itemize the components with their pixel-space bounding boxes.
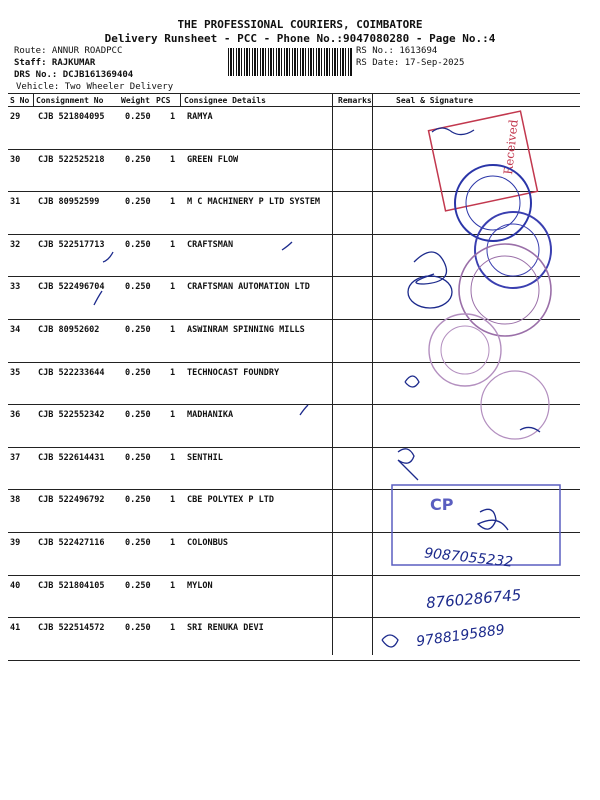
row-weight: 0.250 bbox=[125, 580, 151, 591]
row-pcs: 1 bbox=[170, 538, 176, 548]
row-consignee: SRI RENUKA DEVI bbox=[187, 623, 264, 634]
row-consignment-no: CJB 522614431 bbox=[38, 452, 105, 463]
row-weight: 0.250 bbox=[125, 367, 151, 378]
row-pcs: 1 bbox=[170, 410, 176, 421]
row-weight: 0.250 bbox=[125, 538, 151, 548]
row-consignee: SENTHIL bbox=[187, 452, 223, 463]
col-remarks: Remarks bbox=[338, 96, 372, 105]
row-pcs: 1 bbox=[170, 239, 176, 250]
col-consignee: Consignee Details bbox=[184, 96, 266, 105]
row-consignment-no: CJB 522514572 bbox=[38, 623, 105, 634]
col-weight: Weight bbox=[121, 96, 150, 105]
vehicle-text: Vehicle: Two Wheeler Delivery bbox=[16, 82, 174, 92]
row-pcs: 1 bbox=[170, 282, 176, 293]
row-sno: 30 bbox=[10, 154, 21, 165]
row-consignment-no: CJB 522496704 bbox=[38, 282, 105, 293]
row-pcs: 1 bbox=[170, 112, 176, 122]
row-weight: 0.250 bbox=[125, 452, 151, 463]
row-sno: 34 bbox=[10, 325, 21, 335]
seal-violet bbox=[459, 244, 551, 336]
row-pcs: 1 bbox=[170, 154, 176, 165]
row-sno: 39 bbox=[10, 538, 21, 548]
col-sno: S No bbox=[10, 96, 30, 105]
signature-marks bbox=[94, 128, 540, 647]
stamp-cp-text: CP bbox=[430, 495, 454, 514]
row-weight: 0.250 bbox=[125, 325, 151, 335]
row-consignee: COLONBUS bbox=[187, 538, 228, 548]
stamp-received-text: Received bbox=[501, 118, 521, 176]
received-stamp bbox=[429, 111, 538, 211]
row-pcs: 1 bbox=[170, 325, 176, 335]
row-weight: 0.250 bbox=[125, 197, 151, 208]
row-consignee: CRAFTSMAN AUTOMATION LTD bbox=[187, 282, 310, 293]
row-sno: 31 bbox=[10, 197, 21, 208]
row-consignment-no: CJB 522427116 bbox=[38, 538, 105, 548]
row-pcs: 1 bbox=[170, 623, 176, 634]
row-sno: 29 bbox=[10, 112, 21, 122]
row-pcs: 1 bbox=[170, 452, 176, 463]
route-text: Route: ANNUR ROADPCC bbox=[14, 46, 123, 56]
row-weight: 0.250 bbox=[125, 495, 151, 506]
row-consignee: MYLON bbox=[187, 580, 213, 591]
col-pcs: PCS bbox=[156, 96, 171, 105]
row-sno: 40 bbox=[10, 580, 21, 591]
row-sno: 32 bbox=[10, 239, 21, 250]
row-sno: 35 bbox=[10, 367, 21, 378]
drs-text: DRS No.: DCJB161369404 bbox=[14, 70, 134, 80]
row-consignment-no: CJB 521804105 bbox=[38, 580, 105, 591]
handwritten-phone-3: 9788195889 bbox=[415, 621, 506, 651]
col-consignment: Consignment No bbox=[36, 96, 104, 105]
row-sno: 37 bbox=[10, 452, 21, 463]
row-consignment-no: CJB 80952602 bbox=[38, 325, 100, 335]
row-consignee: M C MACHINERY P LTD SYSTEM bbox=[187, 197, 321, 208]
row-consignment-no: CJB 80952599 bbox=[38, 197, 100, 208]
row-consignee: RAMYA bbox=[187, 112, 213, 122]
row-consignment-no: CJB 522552342 bbox=[38, 410, 105, 421]
row-pcs: 1 bbox=[170, 580, 176, 591]
seal-blue-2 bbox=[475, 212, 551, 288]
rs-no-text: RS No.: 1613694 bbox=[356, 46, 438, 56]
staff-text: Staff: RAJKUMAR bbox=[14, 58, 96, 68]
row-sno: 33 bbox=[10, 282, 21, 293]
row-weight: 0.250 bbox=[125, 154, 151, 165]
row-weight: 0.250 bbox=[125, 239, 151, 250]
row-consignee: TECHNOCAST FOUNDRY bbox=[187, 367, 280, 378]
row-consignment-no: CJB 522517713 bbox=[38, 239, 105, 250]
row-pcs: 1 bbox=[170, 495, 176, 506]
rs-date-text: RS Date: 17-Sep-2025 bbox=[356, 58, 465, 68]
row-sno: 41 bbox=[10, 623, 21, 634]
row-pcs: 1 bbox=[170, 367, 176, 378]
row-weight: 0.250 bbox=[125, 282, 151, 293]
seal-blue-1 bbox=[455, 165, 531, 241]
row-pcs: 1 bbox=[170, 197, 176, 208]
handwritten-phone-2: 8760286745 bbox=[425, 585, 523, 613]
row-consignee: CRAFTSMAN bbox=[187, 239, 234, 250]
row-consignment-no: CJB 522525218 bbox=[38, 154, 105, 165]
row-weight: 0.250 bbox=[125, 410, 151, 421]
row-consignee: GREEN FLOW bbox=[187, 154, 239, 165]
row-consignee: ASWINRAM SPINNING MILLS bbox=[187, 325, 305, 335]
row-consignment-no: CJB 522496792 bbox=[38, 495, 105, 506]
handwritten-phone-1: 9087055232 bbox=[423, 545, 514, 571]
page-title: THE PROFESSIONAL COURIERS, COIMBATORE bbox=[177, 18, 423, 31]
row-sno: 36 bbox=[10, 410, 21, 421]
row-weight: 0.250 bbox=[125, 112, 151, 122]
page-subtitle: Delivery Runsheet - PCC - Phone No.:9047080280 - Page No.:4 bbox=[104, 32, 496, 45]
row-consignee: CBE POLYTEX P LTD bbox=[187, 495, 274, 506]
row-consignment-no: CJB 522233644 bbox=[38, 367, 105, 378]
row-weight: 0.250 bbox=[125, 623, 151, 634]
row-sno: 38 bbox=[10, 495, 21, 506]
row-consignment-no: CJB 521804095 bbox=[38, 112, 105, 122]
row-consignee: MADHANIKA bbox=[187, 410, 234, 421]
col-seal: Seal & Signature bbox=[396, 96, 474, 105]
